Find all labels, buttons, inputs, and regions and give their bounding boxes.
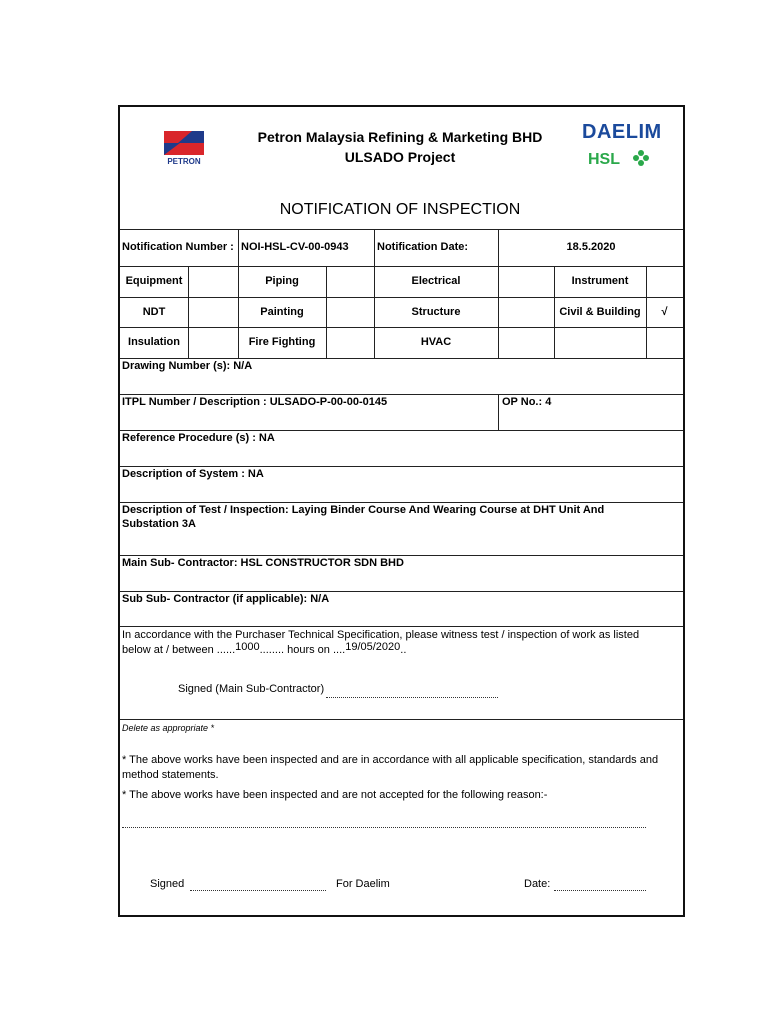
hsl-logo-text: HSL — [588, 151, 620, 168]
drawing-number: Drawing Number (s): N/A — [122, 360, 253, 372]
daelim-signature-line[interactable] — [190, 890, 326, 891]
rejected-line: * The above works have been inspected and are not accepted for the following reason:- — [122, 789, 548, 801]
reason-line[interactable] — [122, 827, 646, 828]
test-description-line2: Substation 3A — [122, 518, 196, 530]
sub-sub-contractor: Sub Sub- Contractor (if applicable): N/A — [122, 593, 330, 605]
main-sub-signed-label: Signed (Main Sub-Contractor) — [178, 683, 325, 695]
inspection-form — [118, 105, 685, 917]
discipline-check[interactable] — [326, 336, 374, 358]
discipline-label: Equipment — [125, 275, 183, 287]
reference-procedure: Reference Procedure (s) : NA — [122, 432, 275, 444]
discipline-check[interactable] — [498, 336, 554, 358]
discipline-check[interactable] — [188, 275, 238, 297]
op-number: OP No.: 4 — [502, 396, 552, 408]
accordance-prefix: below at / between ...... — [122, 644, 236, 656]
notification-date-label: Notification Date: — [377, 241, 469, 253]
main-sub-contractor: Main Sub- Contractor: HSL CONSTRUCTOR SDN BHD — [122, 557, 404, 569]
daelim-logo-text: DAELIM — [582, 121, 662, 143]
project-name: ULSADO Project — [344, 149, 456, 165]
accordance-mid: ........ hours on .... — [259, 644, 346, 656]
discipline-check[interactable] — [498, 275, 554, 297]
discipline-check[interactable] — [188, 336, 238, 358]
discipline-label: Structure — [411, 306, 461, 318]
discipline-label — [554, 336, 646, 358]
discipline-check[interactable] — [326, 306, 374, 327]
date-label: Date: — [524, 878, 551, 890]
main-sub-signature-line[interactable] — [326, 697, 498, 698]
daelim-signed-label: Signed — [150, 878, 185, 890]
accordance-line2 — [122, 641, 407, 656]
discipline-check[interactable] — [646, 336, 683, 358]
witness-date: 19/05/2020 — [345, 641, 401, 653]
discipline-label: HVAC — [420, 336, 452, 348]
itpl-number: ITPL Number / Description : ULSADO-P-00-00-0145 — [122, 396, 388, 408]
witness-time: 1000 — [235, 641, 260, 653]
discipline-check[interactable] — [188, 306, 238, 327]
for-daelim-label: For Daelim — [336, 878, 390, 890]
discipline-label: Civil & Building — [559, 306, 641, 318]
company-name: Petron Malaysia Refining & Marketing BHD — [257, 129, 543, 145]
discipline-label: Piping — [265, 275, 299, 287]
discipline-check[interactable] — [498, 306, 554, 327]
hsl-flower-icon — [632, 149, 650, 167]
delete-note: Delete as appropriate * — [122, 723, 215, 733]
accordance-line1: In accordance with the Purchaser Technical Specification, please witness test / inspection of work as listed — [122, 629, 640, 641]
test-description-line1: Description of Test / Inspection: Laying Binder Course And Wearing Course at DHT Unit And — [122, 504, 605, 516]
accordance-suffix: .. — [400, 644, 407, 656]
date-signature-line[interactable] — [554, 890, 646, 891]
notification-number-value: NOI-HSL-CV-00-0943 — [241, 241, 349, 253]
discipline-label: Fire Fighting — [248, 336, 316, 348]
notification-number-label: Notification Number : — [122, 241, 234, 253]
discipline-check[interactable] — [646, 275, 683, 297]
discipline-label: Instrument — [571, 275, 629, 287]
discipline-check[interactable]: √ — [661, 306, 668, 318]
petron-logo-text: PETRON — [167, 157, 201, 166]
discipline-check[interactable] — [326, 275, 374, 297]
discipline-label: NDT — [142, 306, 166, 318]
notification-date-value: 18.5.2020 — [566, 241, 616, 253]
discipline-label: Insulation — [128, 336, 180, 348]
accepted-line2: method statements. — [122, 769, 219, 781]
petron-logo — [158, 129, 210, 167]
discipline-label: Painting — [260, 306, 304, 318]
accepted-line1: * The above works have been inspected and are in accordance with all applicable specification, standards and — [122, 754, 659, 766]
system-description: Description of System : NA — [122, 468, 264, 480]
form-title: NOTIFICATION OF INSPECTION — [279, 201, 521, 218]
discipline-label: Electrical — [411, 275, 461, 287]
daelim-logo — [582, 121, 662, 173]
